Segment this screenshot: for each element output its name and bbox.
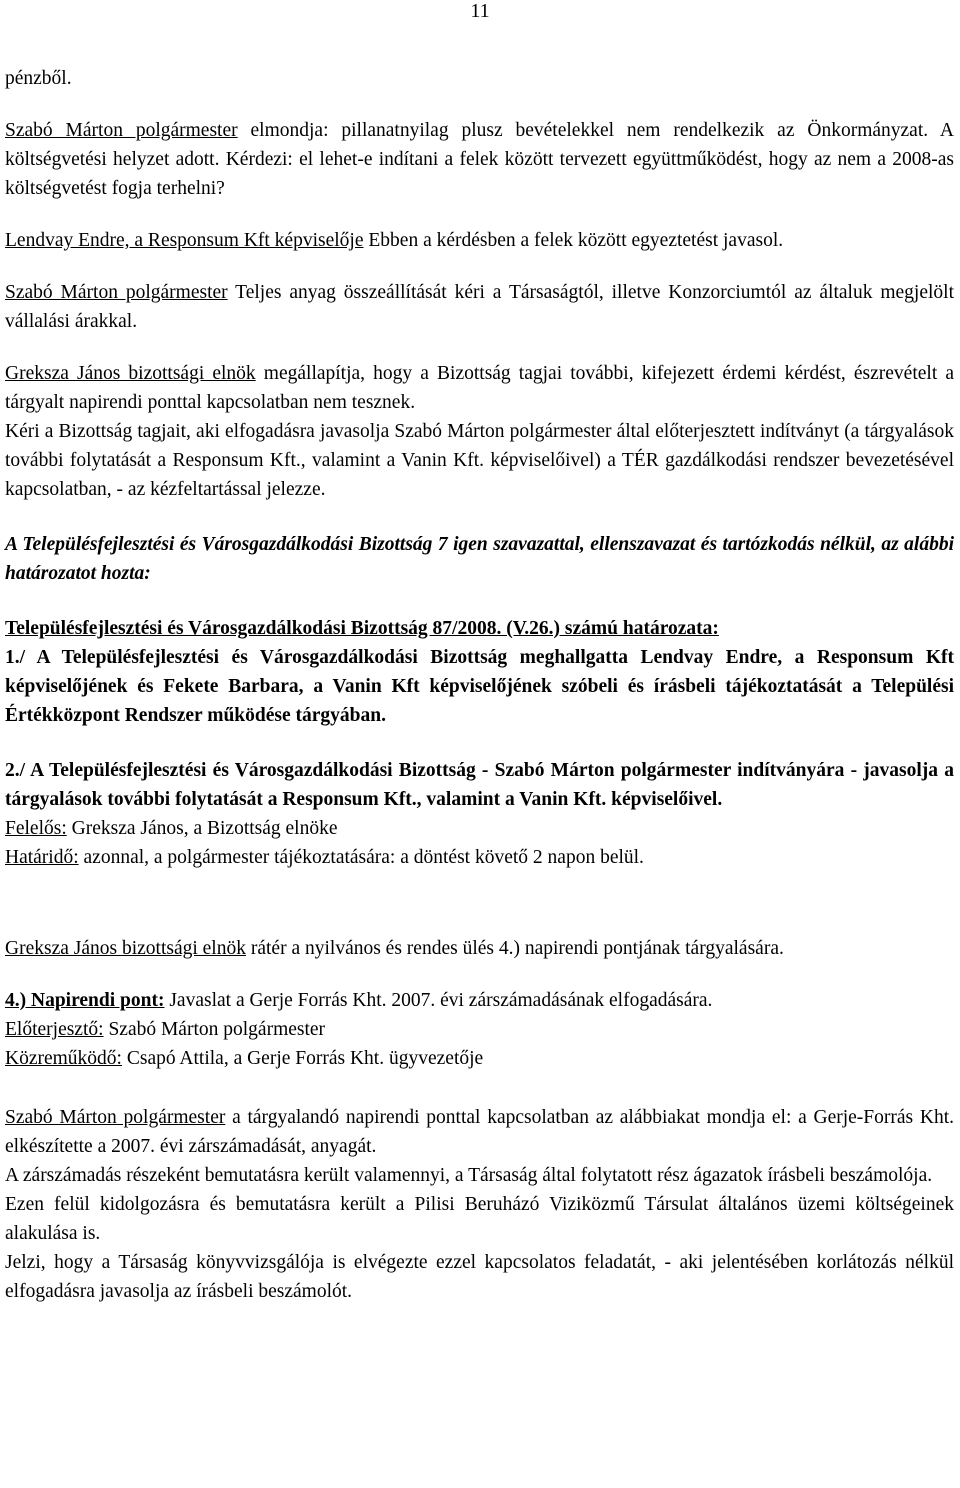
presenter-line (5, 1015, 954, 1044)
paragraph-text: megállapítja, hogy a Bizottság tagjai további, kifejezett érdemi kérdést, észrevételt a tárgyalt napirendi ponttal kapcsolatban nem tesznek. (5, 363, 954, 413)
paragraph-text: elmondja: pillanatnyilag plusz bevételekkel nem rendelkezik az Önkormányzat. A költségvetési helyzet adott. Kérdezi: el lehet-e indítani a felek között tervezett együttműködést, hogy az nem a 2008-as költségvetést fogja terhelni? (5, 120, 955, 199)
paragraph-text: a tárgyalandó napirendi ponttal kapcsolatban az alábbiakat mondja el: a Gerje-Forrás Kht. elkészítette a 2007. évi zárszámadását, anyagát. (5, 1107, 954, 1157)
responsible-label: Felelős: (5, 818, 67, 839)
vote-result: A Településfejlesztési és Városgazdálkodási Bizottság 7 igen szavazattal, ellenszavazat és tartózkodás nélkül, az alábbi határozatot hozta: (5, 534, 954, 584)
paragraph-water-utility: Ezen felül kidolgozásra és bemutatásra került a Pilisi Beruházó Viziközmű Társulat általános üzemi költségeinek alakulása is. (5, 1194, 954, 1244)
speaker-name: Szabó Márton polgármester (5, 1107, 226, 1128)
deadline-label: Határidő: (5, 847, 79, 868)
agenda-text: Javaslat a Gerje Forrás Kht. 2007. évi zárszámadásának elfogadására. (164, 990, 713, 1011)
resolution-title: Településfejlesztési és Városgazdálkodási Bizottság 87/2008. (V.26.) számú határozata: (5, 618, 719, 639)
presenter-value: Szabó Márton polgármester (103, 1019, 326, 1040)
deadline-value: azonnal, a polgármester tájékoztatására: a döntést követő 2 napon belül. (78, 847, 644, 868)
speaker-name: Greksza János bizottsági elnök (5, 363, 256, 384)
resolution-item-1: 1./ A Településfejlesztési és Városgazdálkodási Bizottság meghallgatta Lendvay Endre, a Responsum Kft képviselőjének és Fekete Barbara, a Vanin Kft képviselőjének szóbeli és írásbeli tájékoztatását a Települési Értékközpont Rendszer működése tárgyában. (5, 647, 954, 726)
paragraph-text: rátér a nyilvános és rendes ülés 4.) napirendi pontjának tárgyalására. (245, 938, 784, 959)
paragraph-mayor-report (5, 1103, 954, 1161)
resolution-item-2: 2./ A Településfejlesztési és Városgazdálkodási Bizottság - Szabó Márton polgármester indítványára - javasolja a tárgyalások további folytatását a Responsum Kft., valamint a Vanin Kft. képviselőivel. (5, 760, 954, 810)
paragraph-chair-next-agenda (5, 934, 954, 963)
contributor-value: Csapó Attila, a Gerje Forrás Kht. ügyvezetője (121, 1048, 484, 1069)
speaker-name: Szabó Márton polgármester (5, 282, 228, 303)
page-number: 11 (470, 0, 490, 22)
paragraph-text: Ebben a kérdésben a felek között egyeztetést javasol. (363, 230, 784, 251)
document-body (5, 64, 954, 1306)
speaker-name: Lendvay Endre, a Responsum Kft képviselője (5, 230, 364, 251)
agenda-item (5, 986, 954, 1015)
contributor-label: Közreműködő: (5, 1048, 122, 1069)
responsible-value: Greksza János, a Bizottság elnöke (66, 818, 338, 839)
paragraph-mayor-statement (5, 116, 954, 203)
paragraph-sector-reports: A zárszámadás részeként bemutatásra került valamennyi, a Társaság által folytatott rész ágazatok írásbeli beszámolója. (5, 1165, 933, 1186)
presenter-label: Előterjesztő: (5, 1019, 104, 1040)
speaker-name: Szabó Márton polgármester (5, 120, 238, 141)
paragraph-chair-statement (5, 359, 954, 417)
agenda-label: 4.) Napirendi pont: (5, 990, 165, 1011)
paragraph-text: Teljes anyag összeállítását kéri a Társaságtól, illetve Konzorciumtól az általuk megjelölt vállalási árakkal. (5, 282, 954, 332)
speaker-name: Greksza János bizottsági elnök (5, 938, 246, 959)
deadline-line (5, 843, 954, 872)
contributor-line (5, 1044, 954, 1073)
paragraph-continuation: pénzből. (5, 68, 72, 89)
paragraph-vote-call: Kéri a Bizottság tagjait, aki elfogadásra javasolja Szabó Márton polgármester által előterjesztett indítványt (a tárgyalások további folytatását a Responsum Kft., valamint a Vanin Kft. képviselőivel) a TÉR gazdálkodási rendszer bevezetésével kapcsolatban, - az kézfeltartással jelezze. (5, 421, 954, 500)
paragraph-mayor-request (5, 278, 954, 336)
paragraph-auditor: Jelzi, hogy a Társaság könyvvizsgálója is elvégezte ezzel kapcsolatos feladatát, - aki jelentésében korlátozás nélkül elfogadásra javasolja az írásbeli beszámolót. (5, 1252, 954, 1302)
responsible-line (5, 814, 954, 843)
paragraph-lendvay-statement (5, 226, 954, 255)
